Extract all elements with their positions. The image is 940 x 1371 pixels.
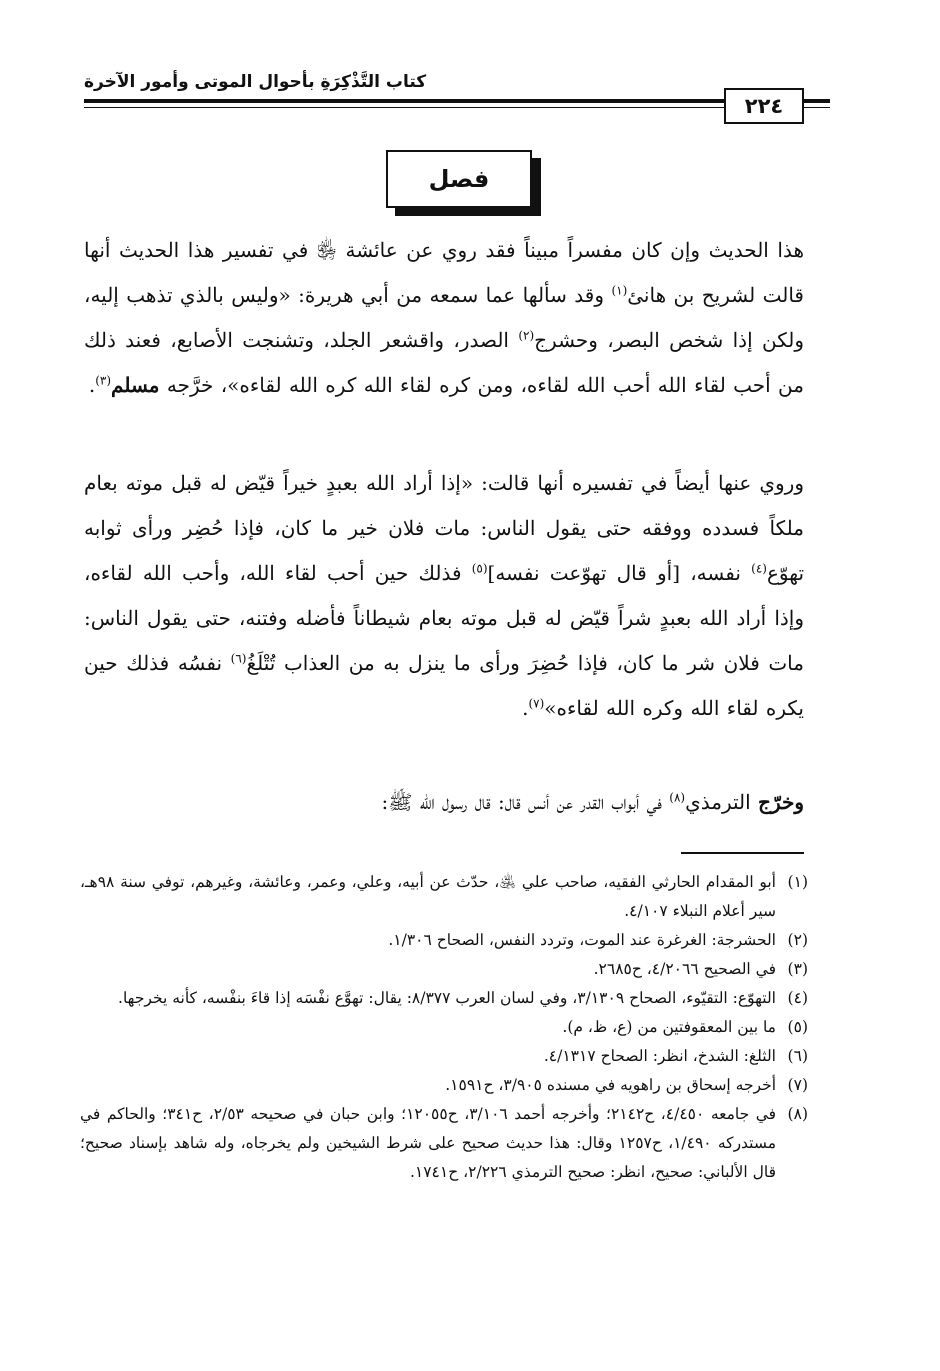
footnote-number: (١) xyxy=(787,873,808,891)
footnote-number: (٨) xyxy=(787,1105,808,1123)
footnote-number: (٥) xyxy=(787,1018,808,1036)
footnote-ref: (٨) xyxy=(669,790,686,805)
body-paragraph-1 xyxy=(84,228,804,408)
footnote-item xyxy=(80,1071,808,1100)
header-rule-thick xyxy=(84,99,724,103)
footnote-item xyxy=(80,1100,808,1187)
footnote-ref: (١) xyxy=(611,283,628,298)
footnote-text: الحشرجة: الغرغرة عند الموت، وتردد النفس، الصحاح ١/٣٠٦. xyxy=(388,931,776,949)
text-run: نفسه، [أو قال تهوّعت نفسه] xyxy=(487,561,752,585)
text-run: . xyxy=(522,696,529,720)
bold-text: وخرّج xyxy=(758,790,804,814)
footnote-text: التهوّع: التقيّوء، الصحاح ٣/١٣٠٩، وفي لسان العرب ٨/٣٧٧: يقال: تهوَّع نفْسَه إذا قاءَ بنفْسه، كأنه يخرجها. xyxy=(118,989,776,1007)
footnote-item xyxy=(80,1013,808,1042)
page-box-rule-thick xyxy=(804,99,830,103)
footnote-ref: (٦) xyxy=(230,651,247,666)
bold-text: مسلم xyxy=(111,373,160,397)
text-run: الصدر، واقشعر الجلد، وتشنجت الأصابع، فعند ذلك من أحب لقاء الله أحب الله لقاءه، ومن كره لقاء الله كره الله لقاءه»، خرَّجه xyxy=(84,328,804,397)
footnotes-list xyxy=(80,868,808,1187)
footnote-ref: (٣) xyxy=(95,373,112,388)
footnote-item xyxy=(80,926,808,955)
footnote-item xyxy=(80,868,808,926)
footnote-text: أخرجه إسحاق بن راهويه في مسنده ٣/٩٠٥، ح١٥٩١. xyxy=(445,1076,776,1094)
footnote-text: الثلغ: الشدخ، انظر: الصحاح ٤/١٣١٧. xyxy=(543,1047,776,1065)
text-run: . xyxy=(88,373,96,397)
header-rule-thin xyxy=(84,107,724,108)
text-run: هذا الحديث وإن كان مفسراً مبيناً فقد روي عن عائشة ﵂ في تفسير هذا الحديث أنها قالت لشريح بن هانئ xyxy=(84,238,804,307)
text-run: وروي عنها أيضاً في تفسيره أنها قالت: «إذا أراد الله بعبدٍ خيراً قيّض له قبل موته بعام ملكاً فسدده ووفقه حتى يقول الناس: مات فلان خير ما كان، فإذا حُضِر ورأى ثوابه تهوّع xyxy=(84,471,805,585)
footnote-item xyxy=(80,984,808,1013)
text-run: في أبواب القدر عن أنس قال: قال رسول الله ﷺ: xyxy=(381,790,670,814)
text-run: نفسُه فذلك حين يكره لقاء الله وكره الله لقاءه» xyxy=(84,651,804,720)
footnote-number: (٦) xyxy=(787,1047,808,1065)
page-box-rule-thin xyxy=(804,107,830,108)
footnote-ref: (٥) xyxy=(471,561,488,576)
footnote-number: (٣) xyxy=(787,960,808,978)
footnote-number: (٤) xyxy=(787,989,808,1007)
footnote-ref: (٤) xyxy=(751,561,767,576)
footnote-text: في الصحيح ٤/٢٠٦٦، ح٢٦٨٥. xyxy=(593,960,776,978)
text-run: وقد سألها عما سمعه من أبي هريرة: «وليس بالذي تذهب إليه، ولكن إذا شخص البصر، وحشرج xyxy=(84,283,805,352)
body-paragraph-3 xyxy=(84,780,804,825)
page-number: ٢٢٤ xyxy=(724,88,804,124)
text-run: فذلك حين أحب لقاء الله، وأحب الله لقاءه، وإذا أراد الله بعبدٍ شراً قيّض له قبل موته بعام شيطاناً فأضله وفتنه، حتى يقول الناس: مات فلان شر ما كان، فإذا حُضِرَ ورأى ما ينزل به من العذاب تُتْلَغُ xyxy=(84,561,804,675)
footnote-text: أبو المقدام الحارثي الفقيه، صاحب علي ﵁، حدّث عن أبيه، وعلي، وعمر، وعائشة، وغيرهم، توفي سنة ٩٨هـ، سير أعلام النبلاء ٤/١٠٧. xyxy=(80,873,776,920)
text-run: الترمذي xyxy=(685,790,759,814)
footnote-ref: (٢) xyxy=(518,328,535,343)
body-paragraph-2 xyxy=(84,461,804,731)
footnote-item xyxy=(80,955,808,984)
footnote-separator xyxy=(681,852,804,854)
footnote-number: (٢) xyxy=(787,931,808,949)
footnote-text: في جامعه ٤/٤٥٠، ح٢١٤٢؛ وأخرجه أحمد ٣/١٠٦، ح١٢٠٥٥؛ وابن حبان في صحيحه ٢/٥٣، ح٣٤١؛ والحاكم في مستدركه ١/٤٩٠، ح١٢٥٧ وقال: هذا حديث صحيح على شرط الشيخين ولم يخرجاه، وله شاهد بإسناد صحيح؛ قال الألباني: صحيح، انظر: صحيح الترمذي ٢/٢٢٦، ح١٧٤١. xyxy=(80,1105,777,1181)
footnote-number: (٧) xyxy=(787,1076,808,1094)
running-header-title: كتاب التَّذْكِرَةِ بأحوال الموتى وأمور الآخرة xyxy=(84,72,427,92)
footnote-ref: (٧) xyxy=(528,696,545,711)
section-title: فصل xyxy=(386,150,532,208)
footnote-text: ما بين المعقوفتين من (ع، ظ، م). xyxy=(562,1018,776,1036)
footnote-item xyxy=(80,1042,808,1071)
